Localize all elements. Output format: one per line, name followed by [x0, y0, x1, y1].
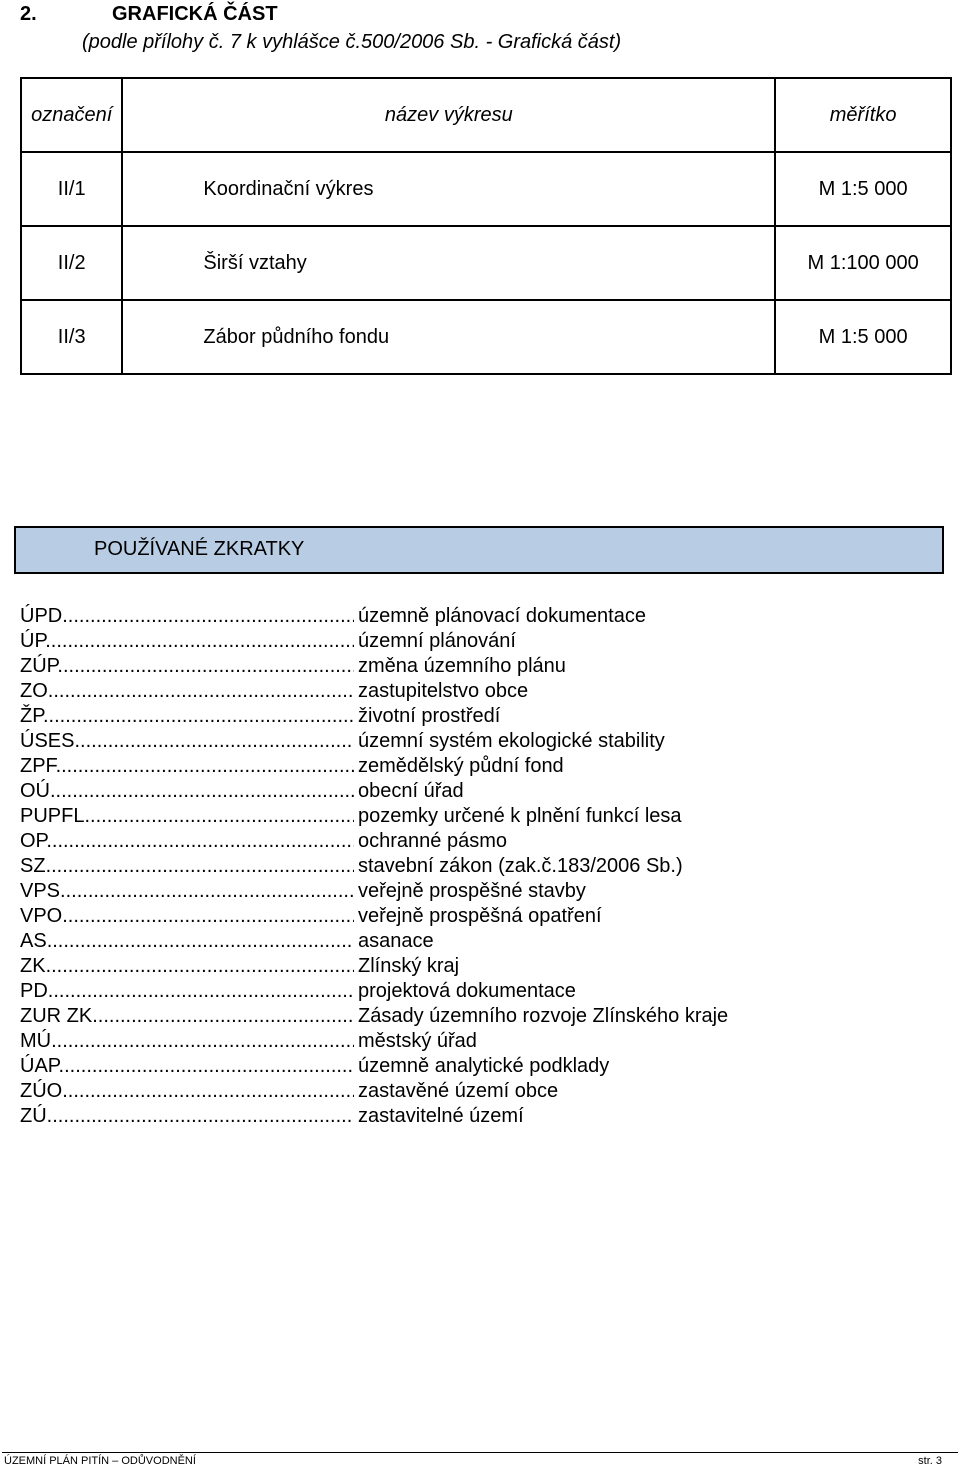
abbr-code: ÚSES .....: [20, 729, 354, 754]
drawing-code: II/1: [21, 152, 122, 226]
drawings-table: [20, 77, 952, 375]
table-row: [21, 152, 951, 226]
list-item: [20, 654, 920, 679]
section-number: 2.: [20, 3, 37, 25]
footer-document-title: ÚZEMNÍ PLÁN PITÍN – ODŮVODNĚNÍ: [4, 1455, 196, 1467]
drawing-scale: M 1:5 000: [775, 300, 951, 374]
abbreviations-title: POUŽÍVANÉ ZKRATKY: [94, 538, 305, 560]
list-item: [20, 904, 920, 929]
abbr-meaning: veřejně prospěšné stavby: [358, 880, 586, 902]
abbr-meaning: zastupitelstvo obce: [358, 680, 529, 702]
abbr-code: ZK .....: [20, 954, 354, 979]
list-item: [20, 704, 920, 729]
abbr-meaning: zastavěné území obce: [358, 1080, 559, 1102]
list-item: [20, 1104, 920, 1129]
abbr-code: AS .....: [20, 929, 354, 954]
table-header-row: [21, 78, 951, 152]
abbr-code: SZ .....: [20, 854, 354, 879]
drawing-code: II/3: [21, 300, 122, 374]
header-scale: měřítko: [775, 78, 951, 152]
abbr-code: ZUR ZK .....: [20, 1004, 354, 1029]
footer-page-number: str. 3: [918, 1455, 942, 1467]
drawing-scale: M 1:5 000: [775, 152, 951, 226]
abbr-meaning: ochranné pásmo: [358, 830, 507, 852]
list-item: [20, 854, 920, 879]
abbreviations-title-box: [14, 526, 944, 574]
abbr-code: ÚPD .....: [20, 604, 354, 629]
list-item: [20, 979, 920, 1004]
list-item: [20, 1079, 920, 1104]
abbr-code: ŽP .....: [20, 704, 354, 729]
drawing-name: Koordinační výkres: [122, 152, 775, 226]
abbr-meaning: stavební zákon (zak.č.183/2006 Sb.): [358, 855, 683, 877]
list-item: [20, 1054, 920, 1079]
abbr-meaning: životní prostředí: [358, 705, 501, 727]
drawing-scale: M 1:100 000: [775, 226, 951, 300]
list-item: [20, 779, 920, 804]
abbr-code: OP .....: [20, 829, 354, 854]
abbr-code: PD .....: [20, 979, 354, 1004]
list-item: [20, 1029, 920, 1054]
abbr-meaning: asanace: [358, 930, 434, 952]
list-item: [20, 1004, 920, 1029]
abbr-code: ZO .....: [20, 679, 354, 704]
section-title: GRAFICKÁ ČÁST: [112, 3, 278, 25]
list-item: [20, 829, 920, 854]
abbr-code: ZPF .....: [20, 754, 354, 779]
abbreviations-list: [20, 604, 920, 1129]
abbr-meaning: obecní úřad: [358, 780, 464, 802]
drawing-code: II/2: [21, 226, 122, 300]
list-item: [20, 754, 920, 779]
table-row: [21, 226, 951, 300]
abbr-meaning: zemědělský půdní fond: [358, 755, 564, 777]
abbr-code: ÚP .....: [20, 629, 354, 654]
abbr-code: VPO .....: [20, 904, 354, 929]
abbr-meaning: Zásady územního rozvoje Zlínského kraje: [358, 1005, 729, 1027]
abbr-meaning: Zlínský kraj: [358, 955, 460, 977]
abbr-meaning: územně plánovací dokumentace: [358, 605, 646, 627]
list-item: [20, 679, 920, 704]
abbr-code: VPS .....: [20, 879, 354, 904]
list-item: [20, 954, 920, 979]
header-code: označení: [21, 78, 122, 152]
abbr-meaning: pozemky určené k plnění funkcí lesa: [358, 805, 682, 827]
abbr-meaning: zastavitelné území: [358, 1105, 524, 1127]
section-subtitle: (podle přílohy č. 7 k vyhlášce č.500/2006 Sb. - Grafická část): [82, 31, 622, 53]
abbr-meaning: změna územního plánu: [358, 655, 566, 677]
abbr-code: ZÚ .....: [20, 1104, 354, 1129]
list-item: [20, 604, 920, 629]
abbr-meaning: veřejně prospěšná opatření: [358, 905, 602, 927]
abbr-code: MÚ .....: [20, 1029, 354, 1054]
abbr-meaning: městský úřad: [358, 1030, 477, 1052]
abbr-code: PUPFL .....: [20, 804, 354, 829]
list-item: [20, 629, 920, 654]
drawing-name: Širší vztahy: [122, 226, 775, 300]
list-item: [20, 929, 920, 954]
abbr-code: ZÚO .....: [20, 1079, 354, 1104]
abbr-meaning: územní systém ekologické stability: [358, 730, 665, 752]
footer-divider: [2, 1452, 958, 1453]
abbr-code: ZÚP .....: [20, 654, 354, 679]
abbr-code: ÚAP .....: [20, 1054, 354, 1079]
list-item: [20, 729, 920, 754]
drawing-name: Zábor půdního fondu: [122, 300, 775, 374]
table-row: [21, 300, 951, 374]
abbr-meaning: územně analytické podklady: [358, 1055, 610, 1077]
list-item: [20, 804, 920, 829]
abbr-meaning: územní plánování: [358, 630, 516, 652]
list-item: [20, 879, 920, 904]
abbr-meaning: projektová dokumentace: [358, 980, 576, 1002]
abbr-code: OÚ .....: [20, 779, 354, 804]
header-name: název výkresu: [122, 78, 775, 152]
